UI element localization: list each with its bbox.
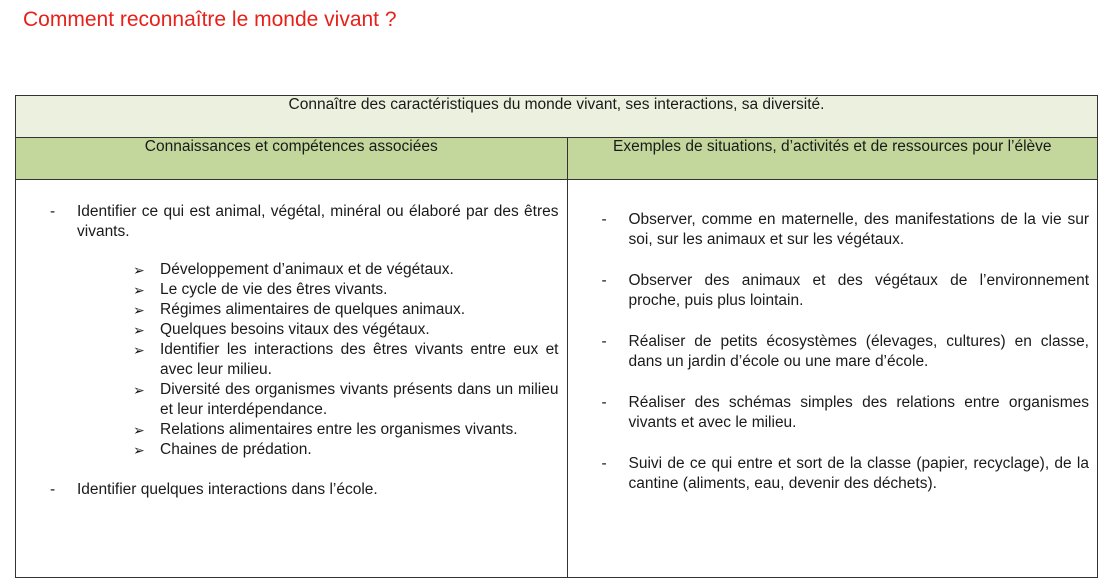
list-item bbox=[50, 280, 559, 300]
table-header-row bbox=[16, 138, 1098, 180]
list-item bbox=[50, 380, 559, 420]
list-item bbox=[50, 420, 559, 440]
arrowhead-bullet-icon: ➢ bbox=[133, 422, 145, 438]
list-item: - Identifier quelques interactions dans l’école. bbox=[50, 480, 559, 500]
list-item: - Réaliser des schémas simples des relations entre organismes vivants et avec le milieu. bbox=[602, 393, 1090, 433]
sub-item-text: Diversité des organismes vivants présents dans un milieu et leur interdépendance. bbox=[160, 381, 559, 418]
list-item bbox=[50, 320, 559, 340]
sub-item-text: Développement d’animaux et de végétaux. bbox=[160, 261, 454, 278]
arrowhead-bullet-icon: ➢ bbox=[133, 442, 145, 458]
page-title: Comment reconnaître le monde vivant ? bbox=[23, 8, 397, 31]
sub-item-text: Chaines de prédation. bbox=[160, 441, 312, 458]
examples-cell bbox=[567, 180, 1098, 578]
list-item: - Identifier ce qui est animal, végétal, minéral ou élaboré par des êtres vivants. bbox=[50, 202, 559, 242]
list-item: - Observer, comme en maternelle, des manifestations de la vie sur soi, sur les animaux et sur les végétaux. bbox=[602, 210, 1090, 250]
sub-item-text: Relations alimentaires entre les organismes vivants. bbox=[160, 421, 518, 438]
list-item bbox=[50, 260, 559, 280]
knowledge-cell bbox=[16, 180, 568, 578]
arrowhead-bullet-icon: ➢ bbox=[133, 342, 145, 358]
sub-item-text: Régimes alimentaires de quelques animaux. bbox=[160, 301, 465, 318]
curriculum-table bbox=[15, 95, 1098, 578]
arrowhead-bullet-icon: ➢ bbox=[133, 262, 145, 278]
sub-item-text: Identifier les interactions des êtres vivants entre eux et avec leur milieu. bbox=[160, 341, 559, 378]
arrowhead-bullet-icon: ➢ bbox=[133, 282, 145, 298]
header-knowledge: Connaissances et compétences associées bbox=[16, 138, 568, 180]
table-body-row bbox=[16, 180, 1098, 578]
list-item bbox=[50, 440, 559, 460]
arrowhead-bullet-icon: ➢ bbox=[133, 382, 145, 398]
list-item: - Suivi de ce qui entre et sort de la classe (papier, recyclage), de la cantine (aliments, eau, devenir des déchets). bbox=[602, 454, 1090, 494]
list-item: - Réaliser de petits écosystèmes (élevages, cultures) en classe, dans un jardin d’école ou une mare d’école. bbox=[602, 332, 1090, 372]
list-item bbox=[50, 300, 559, 320]
sub-item-text: Le cycle de vie des êtres vivants. bbox=[160, 281, 388, 298]
arrowhead-bullet-icon: ➢ bbox=[133, 302, 145, 318]
list-item: - Observer des animaux et des végétaux de l’environnement proche, puis plus lointain. bbox=[602, 271, 1090, 311]
sub-item-text: Quelques besoins vitaux des végétaux. bbox=[160, 321, 430, 338]
table-caption: Connaître des caractéristiques du monde vivant, ses interactions, sa diversité. bbox=[16, 96, 1098, 138]
table-caption-row bbox=[16, 96, 1098, 138]
arrowhead-bullet-icon: ➢ bbox=[133, 322, 145, 338]
list-item bbox=[50, 340, 559, 380]
sub-list bbox=[50, 260, 559, 460]
header-examples: Exemples de situations, d’activités et de ressources pour l’élève bbox=[567, 138, 1098, 180]
